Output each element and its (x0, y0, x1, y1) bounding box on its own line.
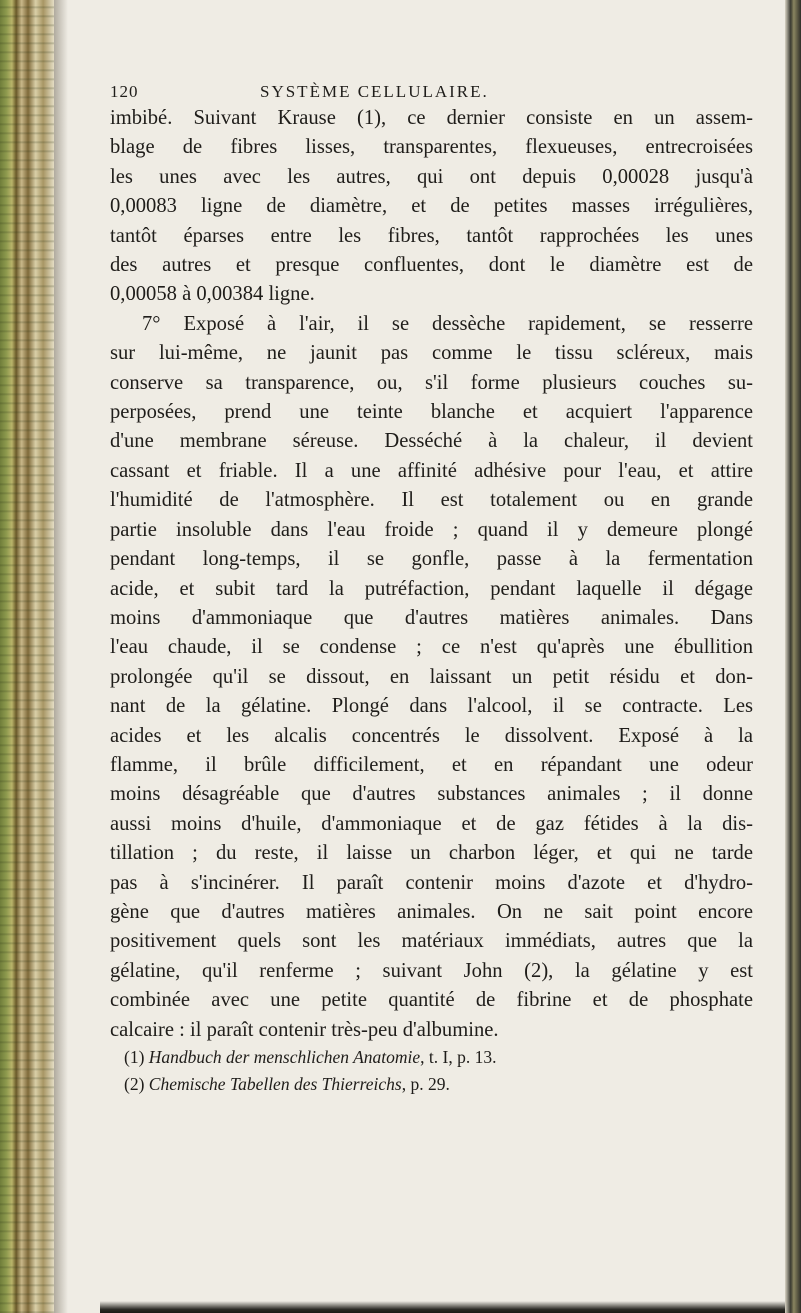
text-line: moins désagréable que d'autres substances animales ; il donne (110, 783, 753, 806)
text-line: partie insoluble dans l'eau froide ; quand il y demeure plongé (110, 518, 753, 541)
text-line: l'humidité de l'atmosphère. Il est totalement ou en grande (110, 489, 753, 512)
text-line: imbibé. Suivant Krause (1), ce dernier consiste en un assem- (110, 107, 753, 129)
text-line: moins d'ammoniaque que d'autres matières animales. Dans (110, 606, 753, 629)
text-line: pendant long-temps, il se gonfle, passe à la fermentation (110, 548, 753, 571)
footnote-ref: , t. I, p. 13. (420, 1047, 497, 1067)
text-line: blage de fibres lisses, transparentes, flexueuses, entrecroisées (110, 136, 753, 159)
text-line: 7° Exposé à l'air, il se dessèche rapidement, se resserre (142, 312, 753, 335)
text-line: des autres et presque confluentes, dont le diamètre est de (110, 254, 753, 277)
page-header (110, 82, 750, 106)
text-line: les unes avec les autres, qui ont depuis 0,00028 jusqu'à (110, 165, 753, 188)
paragraph-2 (110, 310, 753, 1045)
text-line: calcaire : il paraît contenir très-peu d'albumine. (110, 1018, 499, 1041)
binding-shadow (54, 0, 68, 1313)
text-line: flamme, il brûle difficilement, et en répandant une odeur (110, 753, 753, 776)
text-line: nant de la gélatine. Plongé dans l'alcool, il se contracte. Les (110, 695, 753, 718)
page-bottom-edge (100, 1301, 785, 1313)
text-line: 0,00083 ligne de diamètre, et de petites masses irrégulières, (110, 195, 753, 218)
footnotes (110, 1044, 753, 1098)
text-line: pas à s'incinérer. Il paraît contenir moins d'azote et d'hydro- (110, 871, 753, 894)
text-line: d'une membrane séreuse. Desséché à la chaleur, il devient (110, 430, 753, 453)
paragraph-1 (110, 104, 753, 310)
page-number: 120 (110, 82, 139, 101)
text-line: l'eau chaude, il se condense ; ce n'est qu'après une ébullition (110, 636, 753, 659)
text-line: tillation ; du reste, il laisse un charbon léger, et qui ne tarde (110, 842, 753, 865)
text-line: 0,00058 à 0,00384 ligne. (110, 283, 315, 306)
body-text (110, 104, 753, 1045)
footnote-marker: (2) (124, 1074, 145, 1094)
footnote-title: Handbuch der menschlichen Anatomie (148, 1047, 421, 1067)
text-line: acides et les alcalis concentrés le dissolvent. Exposé à la (110, 724, 753, 747)
footnote-title: Chemische Tabellen des Thierreichs (148, 1074, 402, 1094)
text-line: aussi moins d'huile, d'ammoniaque et de gaz fétides à la dis- (110, 812, 753, 835)
footnote-1 (110, 1044, 753, 1071)
text-line: conserve sa transparence, ou, s'il forme plusieurs couches su- (110, 371, 753, 394)
text-line: tantôt éparses entre les fibres, tantôt rapprochées les unes (110, 224, 753, 247)
running-head: SYSTÈME CELLULAIRE. (260, 82, 489, 101)
text-line: sur lui-même, ne jaunit pas comme le tissu scléreux, mais (110, 342, 753, 365)
text-line: combinée avec une petite quantité de fibrine et de phosphate (110, 989, 753, 1012)
footnote-2 (110, 1071, 753, 1098)
text-line: positivement quels sont les matériaux immédiats, autres que la (110, 930, 753, 953)
text-line: acide, et subit tard la putréfaction, pendant laquelle il dégage (110, 577, 753, 600)
text-line: prolongée qu'il se dissout, en laissant un petit résidu et don- (110, 665, 753, 688)
footnote-ref: , p. 29. (401, 1074, 450, 1094)
page-right-edge (785, 0, 801, 1313)
text-line: gélatine, qu'il renferme ; suivant John (2), la gélatine y est (110, 959, 753, 982)
text-line: cassant et friable. Il a une affinité adhésive pour l'eau, et attire (110, 459, 753, 482)
footnote-marker: (1) (124, 1047, 145, 1067)
text-line: perposées, prend une teinte blanche et acquiert l'apparence (110, 401, 753, 424)
page-binding-edge (0, 0, 54, 1313)
text-line: gène que d'autres matières animales. On ne sait point encore (110, 900, 753, 923)
